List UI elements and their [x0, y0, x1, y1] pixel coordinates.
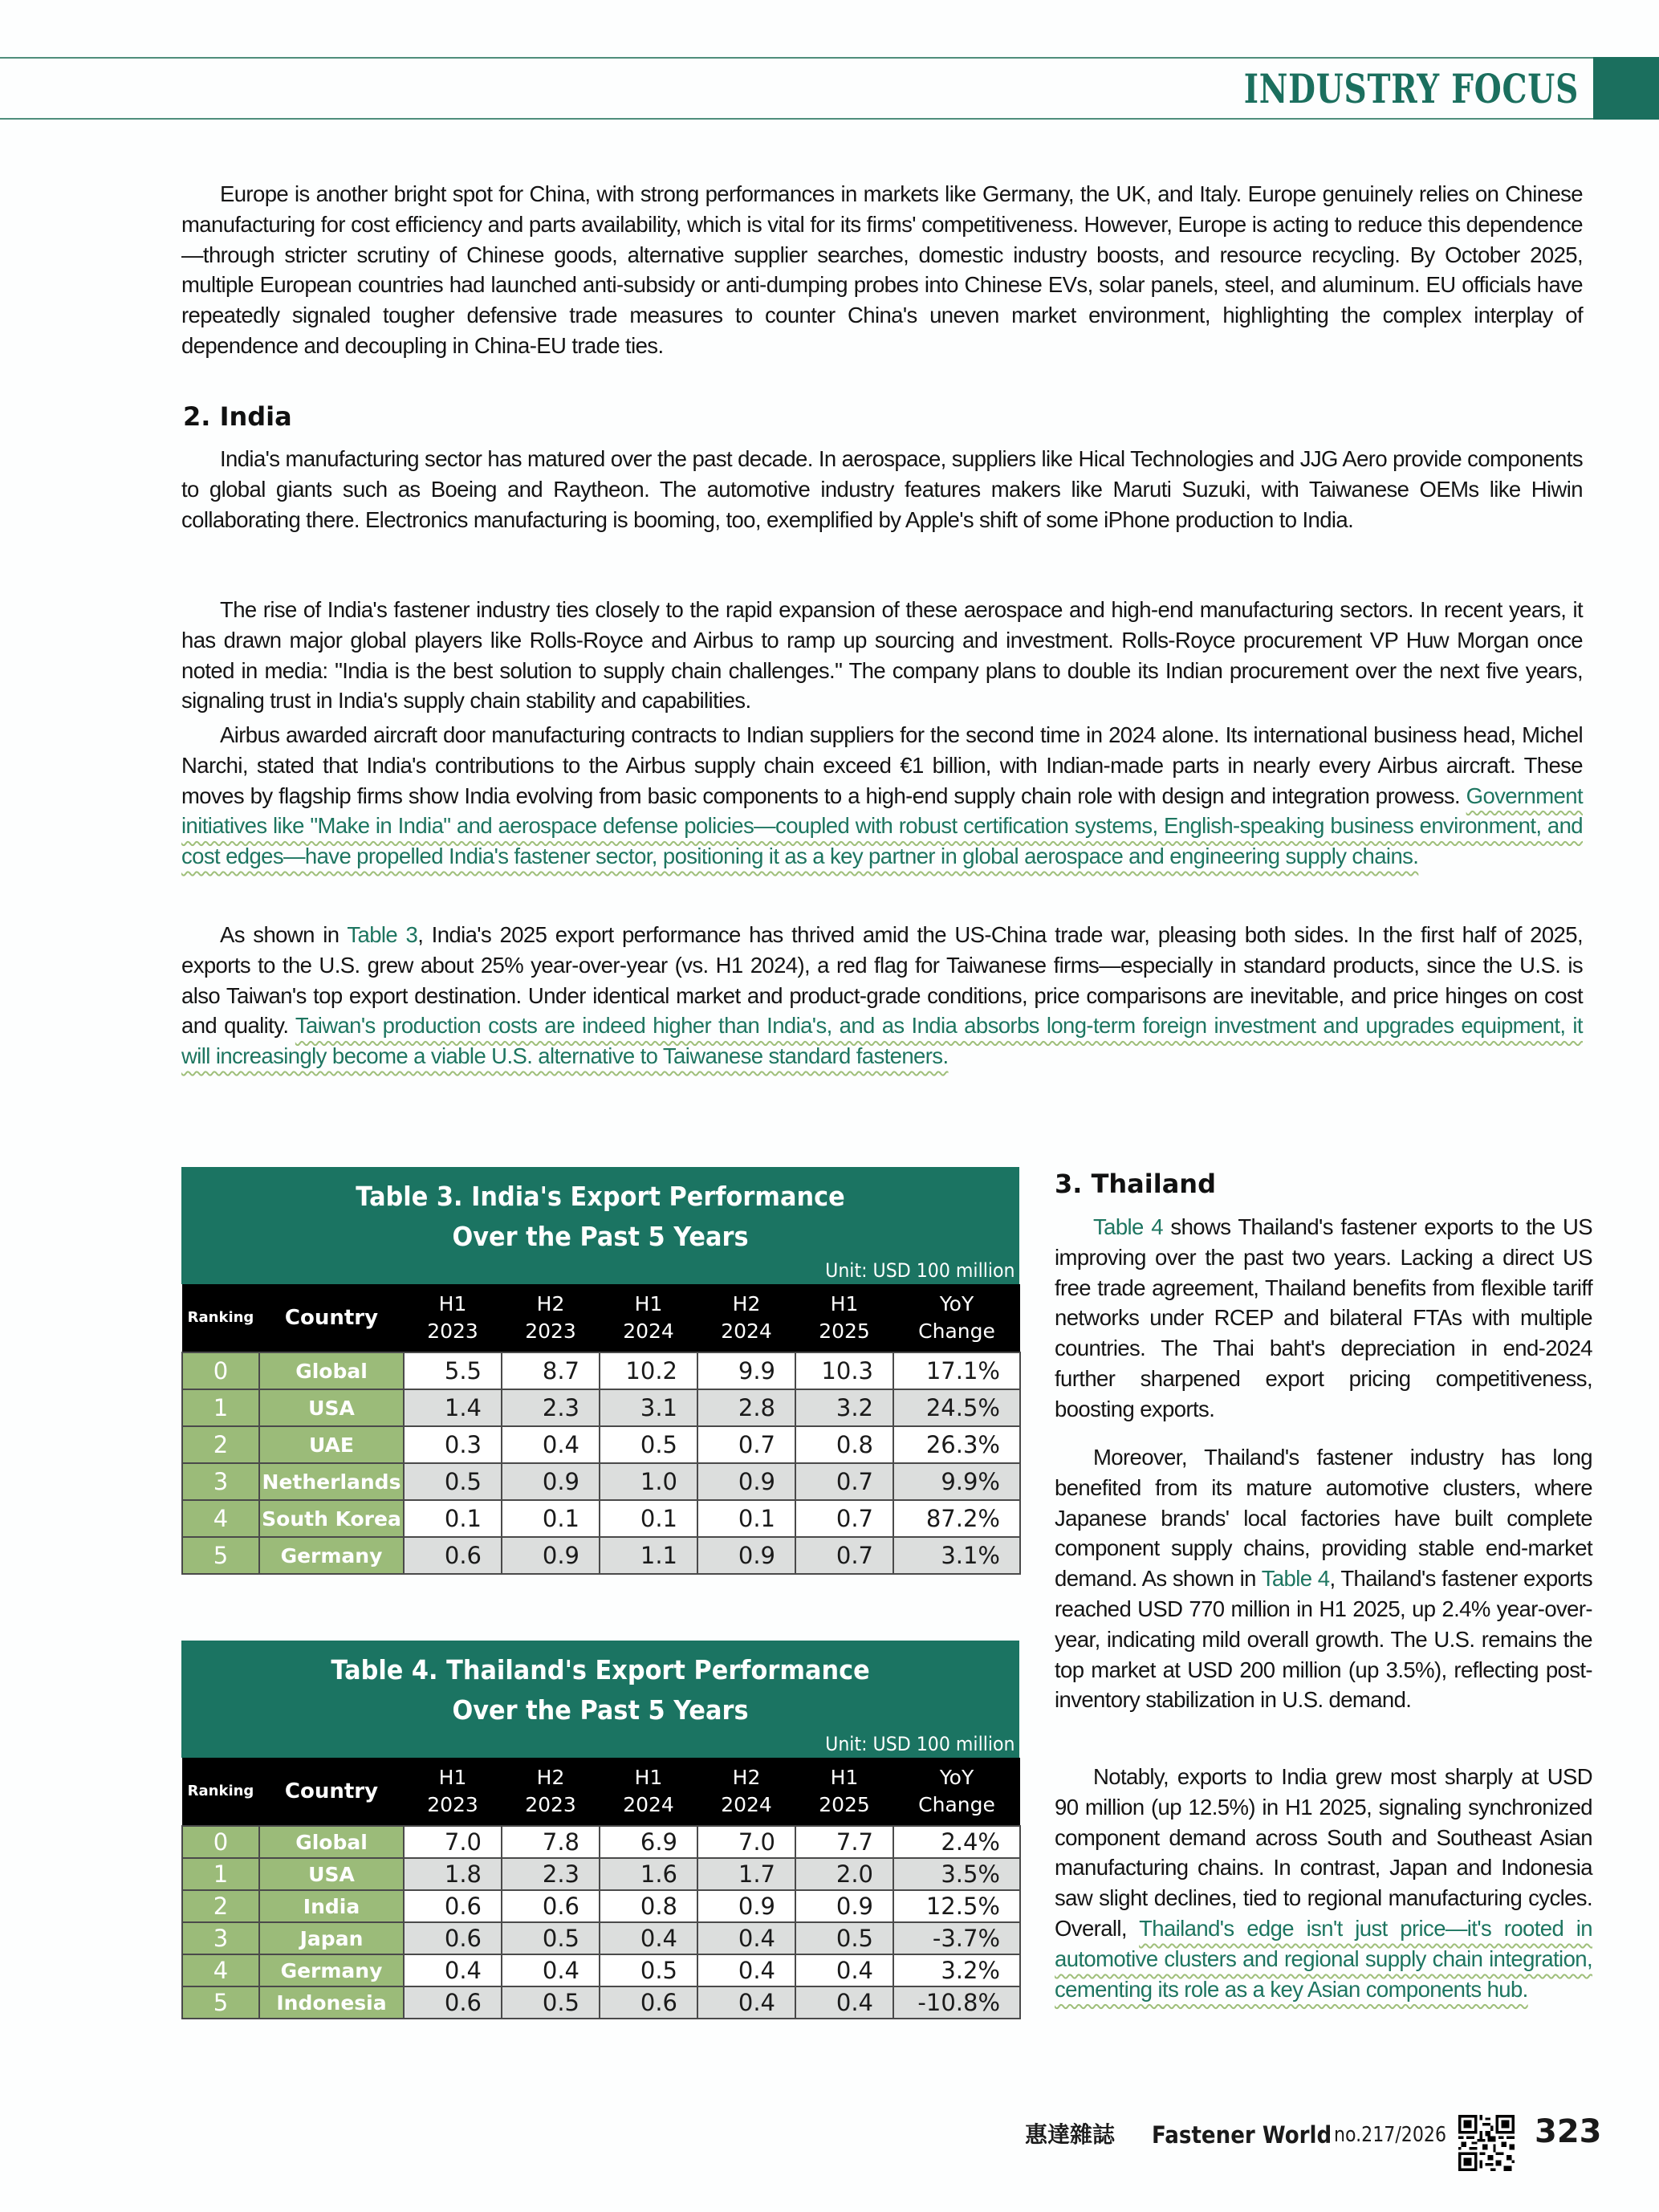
yoy-change-cell: 17.1% — [893, 1352, 1020, 1389]
header-rule-top — [0, 57, 1593, 59]
value-cell: 0.6 — [404, 1922, 502, 1954]
value-cell: 0.9 — [502, 1463, 600, 1500]
value-cell: 0.5 — [404, 1463, 502, 1500]
thailand-paragraph-1: Table 4 shows Thailand's fastener exports to the US improving over the past two years. Lacking a direct US free trade agreement, Thailand benefits from flexible tariff networks under RCEP and bilateral FTAs with multiple countries. The Thai baht's depreciation in end-2024 further sharpened export pricing competitiveness, boosting exports. — [1055, 1214, 1593, 1421]
ranking-cell: 2 — [182, 1426, 259, 1463]
value-cell: 2.8 — [697, 1389, 795, 1426]
col-header-period: H1 2024 — [600, 1758, 697, 1826]
value-cell: 0.9 — [697, 1537, 795, 1574]
value-cell: 0.6 — [502, 1890, 600, 1922]
value-cell: 5.5 — [404, 1352, 502, 1389]
yoy-change-cell: 3.2% — [893, 1954, 1020, 1986]
value-cell: 0.9 — [795, 1890, 893, 1922]
table-3-title: Table 3. India's Export Performance Over the Past 5 Years — [356, 1181, 845, 1252]
value-cell: 0.9 — [697, 1463, 795, 1500]
table-row — [182, 1986, 1020, 2019]
value-cell: 0.1 — [502, 1500, 600, 1537]
magazine-name-chinese: 惠達雜誌 — [1025, 2121, 1116, 2148]
country-cell: UAE — [259, 1426, 404, 1463]
value-cell: 0.1 — [404, 1500, 502, 1537]
table-row — [182, 1389, 1020, 1426]
page-number: 323 — [1535, 2113, 1602, 2150]
table-4-header-row — [182, 1758, 1020, 1826]
col-header-period: H1 2025 — [795, 1758, 893, 1826]
value-cell: 1.1 — [600, 1537, 697, 1574]
col-header-period: H1 2024 — [600, 1284, 697, 1352]
table-4-title-bar — [181, 1641, 1019, 1758]
value-cell: 0.6 — [600, 1986, 697, 2019]
col-header-period: H1 2023 — [404, 1284, 502, 1352]
yoy-change-cell: 24.5% — [893, 1389, 1020, 1426]
value-cell: 0.5 — [600, 1954, 697, 1986]
country-cell: India — [259, 1890, 404, 1922]
highlighted-passage: Thailand's edge isn't just price—it's rooted in automotive clusters and regional supply chain integration, cementing its role as a key Asian components hub. — [1055, 1915, 1592, 2002]
ranking-cell: 1 — [182, 1389, 259, 1426]
thailand-paragraph-2: Moreover, Thailand's fastener industry has long benefited from its mature automotive clusters, where Japanese brands' local factories have built complete component supply chains, providing stable end-market demand. As shown in Table 4, Thailand's fastener exports reached USD 770 million in H1 2025, up 2.4% year-over-year, indicating mild overall growth. The U.S. remains the top market at USD 200 million (up 3.5%), reflecting post-inventory stabilization in U.S. demand. — [1055, 1445, 1592, 1713]
ranking-cell: 5 — [182, 1537, 259, 1574]
col-header-country: Country — [259, 1758, 404, 1826]
value-cell: 3.2 — [795, 1389, 893, 1426]
ranking-cell: 3 — [182, 1922, 259, 1954]
value-cell: 0.5 — [600, 1426, 697, 1463]
ranking-cell: 0 — [182, 1826, 259, 1858]
qr-code-icon[interactable] — [1458, 2115, 1515, 2171]
yoy-change-cell: 12.5% — [893, 1890, 1020, 1922]
value-cell: 0.4 — [795, 1986, 893, 2019]
value-cell: 0.7 — [795, 1537, 893, 1574]
section-title: INDUSTRY FOCUS — [1243, 65, 1579, 112]
country-cell: Global — [259, 1352, 404, 1389]
ranking-cell: 0 — [182, 1352, 259, 1389]
highlighted-passage: Taiwan's production costs are indeed higher than India's, and as India absorbs long-term foreign investment and upgrades equipment, it will increasingly become a viable U.S. alternative to Taiwanese standard fasteners. — [181, 1013, 1583, 1069]
value-cell: 1.6 — [600, 1858, 697, 1890]
ranking-cell: 3 — [182, 1463, 259, 1500]
india-paragraph-3: Airbus awarded aircraft door manufacturing contracts to Indian suppliers for the second time in 2024 alone. Its international business head, Michel Narchi, stated that India's contributions to the Airbus supply chain exceed €1 billion, with Indian-made parts in nearly every Airbus aircraft. These moves by flagship firms show India evolving from basic components to a high-end supply chain role with design and integration prowess. Government initiatives like "Make in India" and aerospace defense policies—coupled with robust certification systems, English-speaking business environment, and cost edges—have propelled India's fastener sector, positioning it as a key partner in global aerospace and engineering supply chains. — [181, 722, 1583, 869]
country-cell: South Korea — [259, 1500, 404, 1537]
table-4-unit: Unit: USD 100 million — [825, 1733, 1015, 1755]
table-row — [182, 1890, 1020, 1922]
value-cell: 0.1 — [600, 1500, 697, 1537]
table-row — [182, 1858, 1020, 1890]
value-cell: 0.4 — [697, 1986, 795, 2019]
country-cell: Netherlands — [259, 1463, 404, 1500]
india-heading: 2. India — [183, 401, 292, 432]
col-header-period: H2 2023 — [502, 1284, 600, 1352]
table-row — [182, 1537, 1020, 1574]
value-cell: 8.7 — [502, 1352, 600, 1389]
india-paragraph-2: The rise of India's fastener industry ties closely to the rapid expansion of these aerospace and high-end manufacturing sectors. In recent years, it has drawn major global players like Rolls-Royce and Airbus to ramp up sourcing and investment. Rolls-Royce procurement VP Huw Morgan once noted in media: "India is the best solution to supply chain challenges." The company plans to double its Indian procurement over the next five years, signaling trust in India's supply chain stability and capabilities. — [181, 597, 1583, 714]
country-cell: Japan — [259, 1922, 404, 1954]
col-header-period: H2 2024 — [697, 1284, 795, 1352]
thailand-paragraph-3: Notably, exports to India grew most sharply at USD 90 million (up 12.5%) in H1 2025, signaling synchronized component demand across South and Southeast Asian manufacturing chains. In contrast, Japan and Indonesia saw slight declines, tied to regional manufacturing cycles. Overall, Thailand's edge isn't just price—it's rooted in automotive clusters and regional supply chain integration, cementing its role as a key Asian components hub. — [1055, 1764, 1592, 2002]
value-cell: 0.3 — [404, 1426, 502, 1463]
value-cell: 1.4 — [404, 1389, 502, 1426]
table-4-title: Table 4. Thailand's Export Performance Over the Past 5 Years — [331, 1654, 870, 1726]
col-header-ranking: Ranking — [182, 1758, 259, 1826]
country-cell: USA — [259, 1389, 404, 1426]
value-cell: 0.8 — [600, 1890, 697, 1922]
table-row — [182, 1500, 1020, 1537]
value-cell: 7.8 — [502, 1826, 600, 1858]
table-row — [182, 1463, 1020, 1500]
value-cell: 7.0 — [697, 1826, 795, 1858]
yoy-change-cell: 87.2% — [893, 1500, 1020, 1537]
table-4-grid — [181, 1758, 1021, 2019]
table-4-reference-link[interactable]: Table 4 — [1093, 1214, 1163, 1239]
value-cell: 0.8 — [795, 1426, 893, 1463]
value-cell: 0.7 — [795, 1463, 893, 1500]
value-cell: 2.0 — [795, 1858, 893, 1890]
table-3 — [181, 1167, 1019, 1575]
value-cell: 0.4 — [697, 1922, 795, 1954]
header-rule-bottom — [0, 118, 1593, 120]
table-row — [182, 1426, 1020, 1463]
issue-number: no.217/2026 — [1334, 2123, 1447, 2147]
col-header-period: H2 2023 — [502, 1758, 600, 1826]
value-cell: 1.7 — [697, 1858, 795, 1890]
ranking-cell: 4 — [182, 1954, 259, 1986]
table-3-body — [182, 1352, 1020, 1574]
table-3-header-row — [182, 1284, 1020, 1352]
table-row — [182, 1352, 1020, 1389]
table-3-grid — [181, 1284, 1021, 1575]
ranking-cell: 1 — [182, 1858, 259, 1890]
value-cell: 0.6 — [404, 1890, 502, 1922]
table-3-reference-link[interactable]: Table 3 — [347, 922, 418, 947]
highlighted-passage: Government initiatives like "Make in India" and aerospace defense policies—coupled with robust certification systems, English-speaking business environment, and cost edges—have propelled India's fastener sector, positioning it as a key partner in global aerospace and engineering supply chains. — [181, 783, 1583, 869]
value-cell: 0.4 — [502, 1954, 600, 1986]
value-cell: 0.6 — [404, 1537, 502, 1574]
value-cell: 0.5 — [795, 1922, 893, 1954]
col-header-yoy: YoY Change — [893, 1758, 1020, 1826]
country-cell: Global — [259, 1826, 404, 1858]
col-header-period: H2 2024 — [697, 1758, 795, 1826]
table-3-title-bar — [181, 1167, 1019, 1284]
value-cell: 7.7 — [795, 1826, 893, 1858]
ranking-cell: 2 — [182, 1890, 259, 1922]
value-cell: 0.4 — [600, 1922, 697, 1954]
table-3-unit: Unit: USD 100 million — [825, 1259, 1015, 1282]
table-4-body — [182, 1826, 1020, 2019]
india-paragraph-1: India's manufacturing sector has matured over the past decade. In aerospace, suppliers like Hical Technologies and JJG Aero provide components to global giants such as Boeing and Raytheon. The automotive industry features makers like Maruti Suzuki, with Taiwanese OEMs like Hiwin collaborating there. Electronics manufacturing is booming, too, exemplified by Apple's shift of some iPhone production to India. — [181, 446, 1583, 532]
intro-paragraph: Europe is another bright spot for China, with strong performances in markets like Germany, the UK, and Italy. Europe genuinely relies on Chinese manufacturing for cost efficiency and parts availability, which is vital for its firms' competitiveness. However, Europe is acting to reduce this dependence—through stricter scrutiny of Chinese goods, alternative supplier searches, domestic industry boosts, and resource recycling. By October 2025, multiple European countries had launched anti-subsidy or anti-dumping probes into Chinese EVs, solar panels, steel, and aluminum. EU officials have repeatedly signaled tougher defensive trade measures to counter China's uneven market environment, highlighting the complex interplay of dependence and decoupling in China-EU trade ties. — [181, 181, 1583, 358]
table-4 — [181, 1641, 1019, 2019]
col-header-country: Country — [259, 1284, 404, 1352]
yoy-change-cell: 3.5% — [893, 1858, 1020, 1890]
country-cell: Germany — [259, 1537, 404, 1574]
yoy-change-cell: -10.8% — [893, 1986, 1020, 2019]
thailand-heading: 3. Thailand — [1055, 1169, 1216, 1199]
header-accent-block — [1593, 57, 1659, 120]
table-row — [182, 1922, 1020, 1954]
yoy-change-cell: 3.1% — [893, 1537, 1020, 1574]
table-row — [182, 1954, 1020, 1986]
country-cell: Indonesia — [259, 1986, 404, 2019]
value-cell: 10.2 — [600, 1352, 697, 1389]
yoy-change-cell: 2.4% — [893, 1826, 1020, 1858]
value-cell: 9.9 — [697, 1352, 795, 1389]
value-cell: 0.1 — [697, 1500, 795, 1537]
col-header-yoy: YoY Change — [893, 1284, 1020, 1352]
table-row — [182, 1826, 1020, 1858]
value-cell: 7.0 — [404, 1826, 502, 1858]
yoy-change-cell: -3.7% — [893, 1922, 1020, 1954]
value-cell: 0.5 — [502, 1922, 600, 1954]
value-cell: 1.8 — [404, 1858, 502, 1890]
value-cell: 0.5 — [502, 1986, 600, 2019]
col-header-period: H1 2023 — [404, 1758, 502, 1826]
value-cell: 0.7 — [795, 1500, 893, 1537]
value-cell: 0.4 — [697, 1954, 795, 1986]
ranking-cell: 4 — [182, 1500, 259, 1537]
value-cell: 2.3 — [502, 1858, 600, 1890]
value-cell: 6.9 — [600, 1826, 697, 1858]
col-header-period: H1 2025 — [795, 1284, 893, 1352]
value-cell: 10.3 — [795, 1352, 893, 1389]
table-4-reference-link[interactable]: Table 4 — [1261, 1566, 1330, 1592]
value-cell: 0.7 — [697, 1426, 795, 1463]
ranking-cell: 5 — [182, 1986, 259, 2019]
country-cell: Germany — [259, 1954, 404, 1986]
magazine-name: Fastener World — [1152, 2121, 1332, 2149]
value-cell: 0.4 — [795, 1954, 893, 1986]
india-paragraph-4: As shown in Table 3, India's 2025 export performance has thrived amid the US-China trade war, pleasing both sides. In the first half of 2025, exports to the U.S. grew about 25% year-over-year (vs. H1 2024), a red flag for Taiwanese firms—especially in standard products, since the U.S. is also Taiwan's top export destination. Under identical market and product-grade conditions, price comparisons are inevitable, and price hinges on cost and quality. Taiwan's production costs are indeed higher than India's, and as India absorbs long-term foreign investment and upgrades equipment, it will increasingly become a viable U.S. alternative to Taiwanese standard fasteners. — [181, 922, 1583, 1069]
value-cell: 0.4 — [502, 1426, 600, 1463]
value-cell: 0.9 — [502, 1537, 600, 1574]
value-cell: 1.0 — [600, 1463, 697, 1500]
value-cell: 2.3 — [502, 1389, 600, 1426]
yoy-change-cell: 9.9% — [893, 1463, 1020, 1500]
value-cell: 0.9 — [697, 1890, 795, 1922]
value-cell: 0.6 — [404, 1986, 502, 2019]
value-cell: 3.1 — [600, 1389, 697, 1426]
col-header-ranking: Ranking — [182, 1284, 259, 1352]
yoy-change-cell: 26.3% — [893, 1426, 1020, 1463]
country-cell: USA — [259, 1858, 404, 1890]
value-cell: 0.4 — [404, 1954, 502, 1986]
